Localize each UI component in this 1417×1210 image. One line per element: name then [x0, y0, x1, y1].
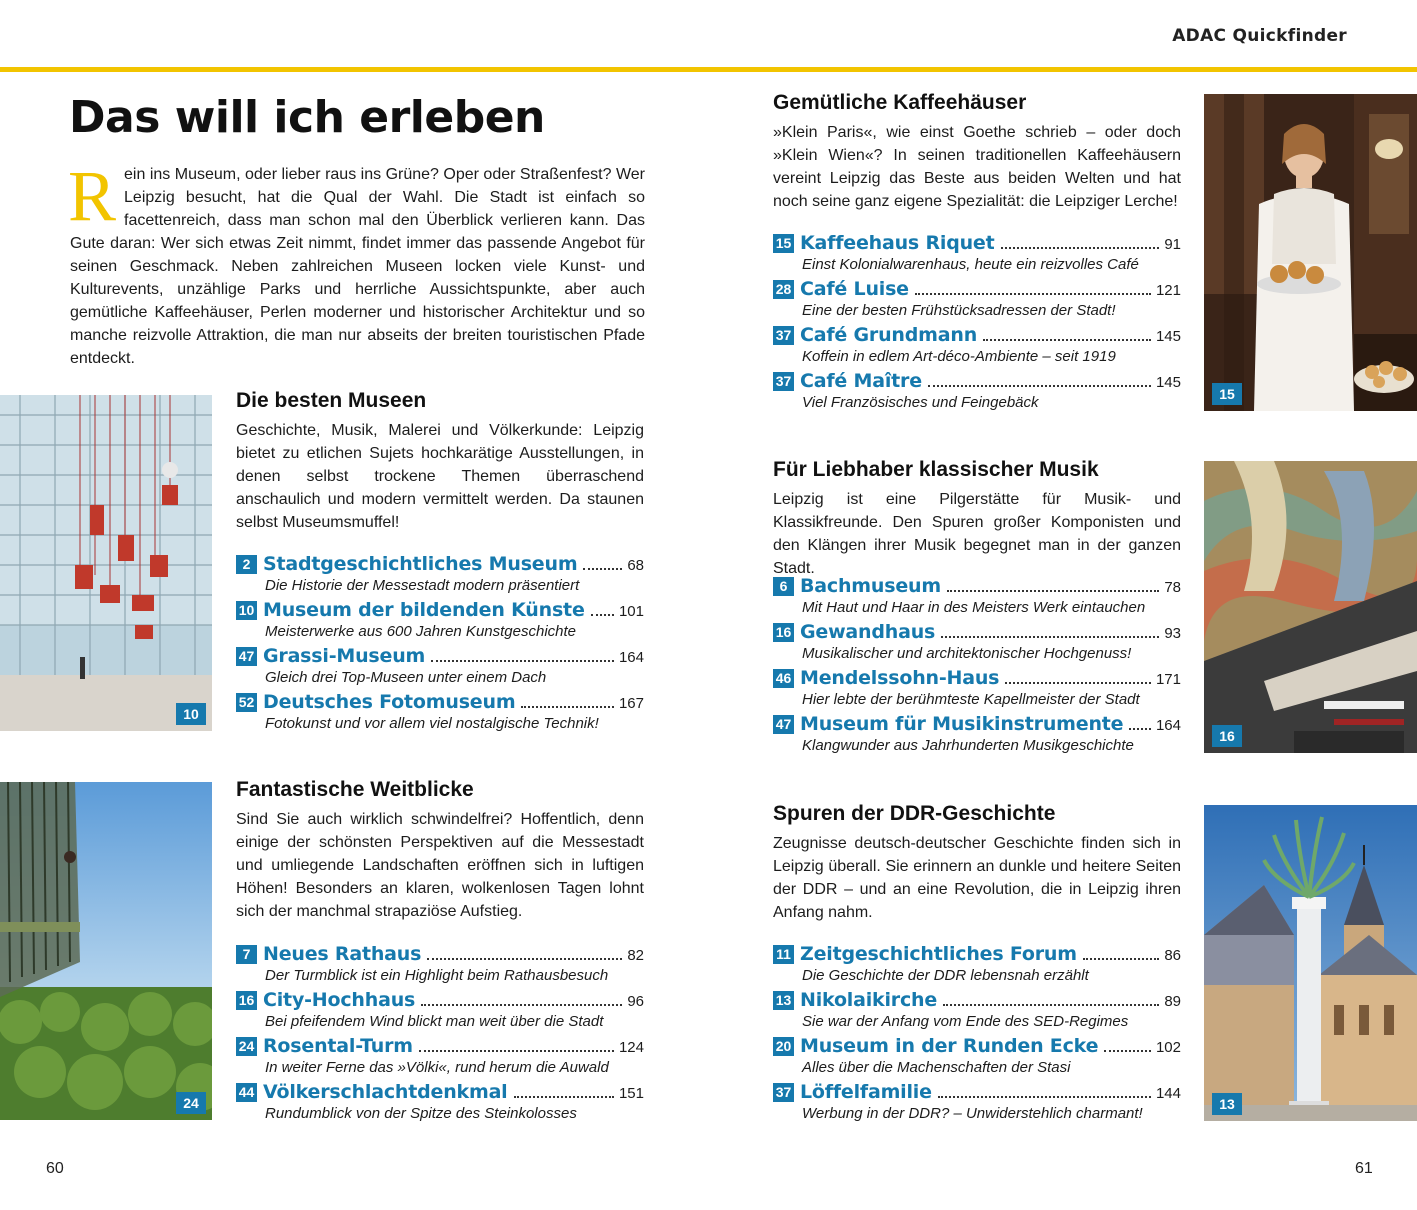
- entry-description: Viel Französisches und Feingebäck: [802, 394, 1039, 411]
- entry-number-badge: 10: [236, 601, 257, 620]
- entry-page: 96: [627, 992, 644, 1010]
- drop-cap: R: [68, 156, 117, 236]
- entry-name[interactable]: Café Grundmann: [800, 324, 978, 346]
- section-musik: [773, 457, 1181, 580]
- leader-dots: [419, 1050, 614, 1052]
- entries-museen: [236, 552, 644, 737]
- entry-name[interactable]: Mendelssohn-Haus: [800, 667, 1000, 689]
- entry-name[interactable]: Zeitgeschichtliches Forum: [800, 943, 1077, 965]
- entry-page: 89: [1164, 992, 1181, 1010]
- entry-page: 93: [1164, 624, 1181, 642]
- leader-dots: [583, 568, 622, 570]
- entry-number-badge: 46: [773, 669, 794, 688]
- entry-description: Mit Haut und Haar in des Meisters Werk eintauchen: [802, 599, 1146, 616]
- header-label: ADAC Quickfinder: [1172, 26, 1347, 46]
- entry-description: Einst Kolonialwarenhaus, heute ein reizvolles Café: [802, 256, 1139, 273]
- entry-description: Eine der besten Frühstücksadressen der Stadt!: [802, 302, 1116, 319]
- entry-page: 164: [618, 648, 644, 666]
- entry-description: Musikalischer und architektonischer Hochgenuss!: [802, 645, 1132, 662]
- entry-page: 121: [1155, 281, 1181, 299]
- entry-description: Die Geschichte der DDR lebensnah erzählt: [802, 967, 1089, 984]
- entry-number-badge: 2: [236, 555, 257, 574]
- entries-musik: [773, 574, 1181, 759]
- section-museen: [236, 388, 644, 534]
- leader-dots: [514, 1096, 614, 1098]
- entry-number-badge: 44: [236, 1083, 257, 1102]
- section-title: Für Liebhaber klassischer Musik: [773, 458, 1099, 481]
- entry-name[interactable]: Café Luise: [800, 278, 909, 300]
- page-title: Das will ich erleben: [69, 92, 545, 143]
- entry-number-badge: 15: [773, 234, 794, 253]
- leader-dots: [943, 1004, 1159, 1006]
- entry-number-badge: 11: [773, 945, 794, 964]
- entry-number-badge: 20: [773, 1037, 794, 1056]
- leader-dots: [427, 958, 622, 960]
- entry-nikolaikirche[interactable]: [773, 988, 1181, 1032]
- entry-description: Fotokunst und vor allem viel nostalgische Technik!: [265, 715, 599, 732]
- entry-name[interactable]: Löffelfamilie: [800, 1081, 932, 1103]
- entry-name[interactable]: Neues Rathaus: [263, 943, 422, 965]
- entry-name[interactable]: Museum in der Runden Ecke: [800, 1035, 1099, 1057]
- church-column-photo: [1204, 805, 1417, 1121]
- entry-number-badge: 37: [773, 372, 794, 391]
- entry-kaffeehaus-riquet[interactable]: [773, 231, 1181, 275]
- leader-dots: [1129, 728, 1151, 730]
- entry-page: 171: [1155, 670, 1181, 688]
- entry-name[interactable]: Deutsches Fotomuseum: [263, 691, 516, 713]
- entry-number-badge: 16: [773, 623, 794, 642]
- concert-hall-mural-photo: [1204, 461, 1417, 753]
- entry-name[interactable]: City-Hochhaus: [263, 989, 416, 1011]
- leader-dots: [1001, 247, 1160, 249]
- entry-voelkerschlachtdenkmal[interactable]: [236, 1080, 644, 1124]
- entry-description: Der Turmblick ist ein Highlight beim Rathausbesuch: [265, 967, 609, 984]
- entry-page: 144: [1155, 1084, 1181, 1102]
- leader-dots: [421, 1004, 622, 1006]
- entry-number-badge: 16: [236, 991, 257, 1010]
- entry-cafe-maitre[interactable]: [773, 369, 1181, 413]
- entry-number-badge: 37: [773, 1083, 794, 1102]
- photo-badge-tower: 24: [176, 1092, 206, 1114]
- entry-museum-in-der-runden-ecke[interactable]: [773, 1034, 1181, 1078]
- entry-gewandhaus[interactable]: [773, 620, 1181, 664]
- entry-zeitgeschichtliches-forum[interactable]: [773, 942, 1181, 986]
- entry-number-badge: 13: [773, 991, 794, 1010]
- page-number-left: 60: [46, 1160, 64, 1177]
- entry-page: 91: [1164, 235, 1181, 253]
- photo-badge-cafe: 15: [1212, 383, 1242, 405]
- entry-name[interactable]: Museum der bildenden Künste: [263, 599, 585, 621]
- entry-name[interactable]: Bachmuseum: [800, 575, 941, 597]
- entry-page: 167: [618, 694, 644, 712]
- entries-weitblicke: [236, 942, 644, 1127]
- entry-loeffelfamilie[interactable]: [773, 1080, 1181, 1124]
- entry-page: 124: [618, 1038, 644, 1056]
- leader-dots: [521, 706, 614, 708]
- entry-number-badge: 28: [773, 280, 794, 299]
- entry-neues-rathaus[interactable]: [236, 942, 644, 986]
- entry-stadtgeschichtliches-museum[interactable]: [236, 552, 644, 596]
- entry-description: Sie war der Anfang vom Ende des SED-Regimes: [802, 1013, 1129, 1030]
- section-title: Die besten Museen: [236, 389, 427, 412]
- photo-badge-concert: 16: [1212, 725, 1242, 747]
- entries-kaffee: [773, 231, 1181, 416]
- entry-mendelssohn-haus[interactable]: [773, 666, 1181, 710]
- section-title: Spuren der DDR-Geschichte: [773, 802, 1056, 825]
- entry-page: 82: [627, 946, 644, 964]
- entry-description: Klangwunder aus Jahrhunderten Musikgeschichte: [802, 737, 1134, 754]
- section-text: Zeugnisse deutsch-deutscher Geschichte finden sich in Leipzig überall. Sie erinnern an dunkle und heitere Seiten der DDR – und an eine Revolution, die in Leipzig ihren Anfang nahm.: [773, 835, 1181, 921]
- entry-number-badge: 47: [773, 715, 794, 734]
- entry-page: 145: [1155, 373, 1181, 391]
- museum-photo: [0, 395, 212, 731]
- section-title: Gemütliche Kaffeehäuser: [773, 91, 1027, 114]
- section-ddr: [773, 801, 1181, 924]
- leader-dots: [928, 385, 1151, 387]
- section-text: Geschichte, Musik, Malerei und Völkerkunde: Leipzig bietet zu etlichen Sujets hochkarätige Ausstellungen, in denen selbst trockene Themen überraschend anschaulich und modern vermittelt werden. Da staunen selbst Museumsmuffel!: [236, 422, 644, 531]
- entry-deutsches-fotomuseum[interactable]: [236, 690, 644, 734]
- entry-name[interactable]: Rosental-Turm: [263, 1035, 413, 1057]
- leader-dots: [1083, 958, 1160, 960]
- entry-description: Hier lebte der berühmteste Kapellmeister der Stadt: [802, 691, 1140, 708]
- page-number-right: 61: [1355, 1160, 1373, 1177]
- leader-dots: [1005, 682, 1151, 684]
- section-text: Sind Sie auch wirklich schwindelfrei? Hoffentlich, denn einige der schönsten Perspektiven auf die Messestadt und umliegende Landschaften eröffnen sich in luftigen Höhen! Besonders an klaren, wolkenlosen Tagen lohnt sich der manchmal strapaziöse Aufstieg.: [236, 811, 644, 920]
- entry-page: 164: [1155, 716, 1181, 734]
- photo-badge-museum: 10: [176, 703, 206, 725]
- leader-dots: [915, 293, 1151, 295]
- entry-page: 68: [627, 556, 644, 574]
- entry-description: Alles über die Machenschaften der Stasi: [802, 1059, 1071, 1076]
- entry-city-hochhaus[interactable]: [236, 988, 644, 1032]
- entry-page: 86: [1164, 946, 1181, 964]
- leader-dots: [431, 660, 614, 662]
- entry-description: Rundumblick von der Spitze des Steinkolosses: [265, 1105, 577, 1122]
- entry-grassi-museum[interactable]: [236, 644, 644, 688]
- entry-description: Koffein in edlem Art-déco-Ambiente – seit 1919: [802, 348, 1116, 365]
- intro-paragraph: [68, 156, 645, 370]
- entry-number-badge: 6: [773, 577, 794, 596]
- entry-name[interactable]: Museum für Musikinstrumente: [800, 713, 1124, 735]
- section-weitblicke: [236, 777, 644, 923]
- entry-cafe-luise[interactable]: [773, 277, 1181, 321]
- entry-number-badge: 52: [236, 693, 257, 712]
- entry-number-badge: 24: [236, 1037, 257, 1056]
- entry-page: 102: [1155, 1038, 1181, 1056]
- entry-description: Werbung in der DDR? – Unwiderstehlich charmant!: [802, 1105, 1143, 1122]
- entry-description: In weiter Ferne das »Völki«, rund herum die Auwald: [265, 1059, 609, 1076]
- leader-dots: [983, 339, 1151, 341]
- intro-text: ein ins Museum, oder lieber raus ins Grüne? Oper oder Straßenfest? Wer Leipzig besucht, hat die Qual der Wahl. Die Stadt ist einfach so facettenreich, dass man schon mal den Überblick verlieren kann. Das Gute daran: Wer sich etwas Zeit nimmt, findet immer das passende Angebot für seinen Geschmack. Neben zahlreichen Museen locken viele Kunst- und Kulturevents, unzählige Parks und herrliche Aussichtspunkte, aber auch gemütliche Kaffeehäuser, Perlen moderner und historischer Architektur und so manche reizvolle Attraktion, die man nur abseits der breiten touristischen Pfade entdeckt.: [70, 166, 645, 367]
- entry-name[interactable]: Café Maître: [800, 370, 922, 392]
- entry-page: 151: [618, 1084, 644, 1102]
- entry-number-badge: 7: [236, 945, 257, 964]
- entry-name[interactable]: Völkerschlachtdenkmal: [263, 1081, 508, 1103]
- entry-name[interactable]: Grassi-Museum: [263, 645, 426, 667]
- tower-view-photo: [0, 782, 212, 1120]
- section-text: Leipzig ist eine Pilgerstätte für Musik- und Klassikfreunde. Den Spuren großer Komponisten und den Klängen ihrer Musik begegnet man in der ganzen Stadt.: [773, 491, 1181, 577]
- leader-dots: [941, 636, 1159, 638]
- photo-badge-church: 13: [1212, 1093, 1242, 1115]
- entry-name[interactable]: Nikolaikirche: [800, 989, 938, 1011]
- entry-page: 145: [1155, 327, 1181, 345]
- leader-dots: [938, 1096, 1151, 1098]
- leader-dots: [591, 614, 614, 616]
- entry-museum-fuer-musikinstrumente[interactable]: [773, 712, 1181, 756]
- entries-ddr: [773, 942, 1181, 1127]
- entry-name[interactable]: Kaffeehaus Riquet: [800, 232, 995, 254]
- cafe-photo: [1204, 94, 1417, 411]
- entry-museum-der-bildenden-kuenste[interactable]: [236, 598, 644, 642]
- leader-dots: [947, 590, 1159, 592]
- entry-number-badge: 47: [236, 647, 257, 666]
- entry-description: Bei pfeifendem Wind blickt man weit über die Stadt: [265, 1013, 604, 1030]
- section-kaffee: [773, 90, 1181, 213]
- leader-dots: [1104, 1050, 1151, 1052]
- entry-name[interactable]: Stadtgeschichtliches Museum: [263, 553, 578, 575]
- entry-name[interactable]: Gewandhaus: [800, 621, 936, 643]
- entry-bachmuseum[interactable]: [773, 574, 1181, 618]
- entry-description: Meisterwerke aus 600 Jahren Kunstgeschichte: [265, 623, 577, 640]
- section-title: Fantastische Weitblicke: [236, 778, 474, 801]
- top-rule: [0, 67, 1417, 72]
- entry-page: 78: [1164, 578, 1181, 596]
- entry-description: Die Historie der Messestadt modern präsentiert: [265, 577, 580, 594]
- entry-description: Gleich drei Top-Museen unter einem Dach: [265, 669, 547, 686]
- entry-page: 101: [618, 602, 644, 620]
- entry-number-badge: 37: [773, 326, 794, 345]
- entry-rosental-turm[interactable]: [236, 1034, 644, 1078]
- entry-cafe-grundmann[interactable]: [773, 323, 1181, 367]
- section-text: »Klein Paris«, wie einst Goethe schrieb – oder doch »Klein Wien«? In seinen traditionellen Kaffeehäusern vereint Leipzig das Beste aus beiden Welten und hat noch seine ganz eigene Spezialität: die Leipziger Lerche!: [773, 124, 1181, 210]
